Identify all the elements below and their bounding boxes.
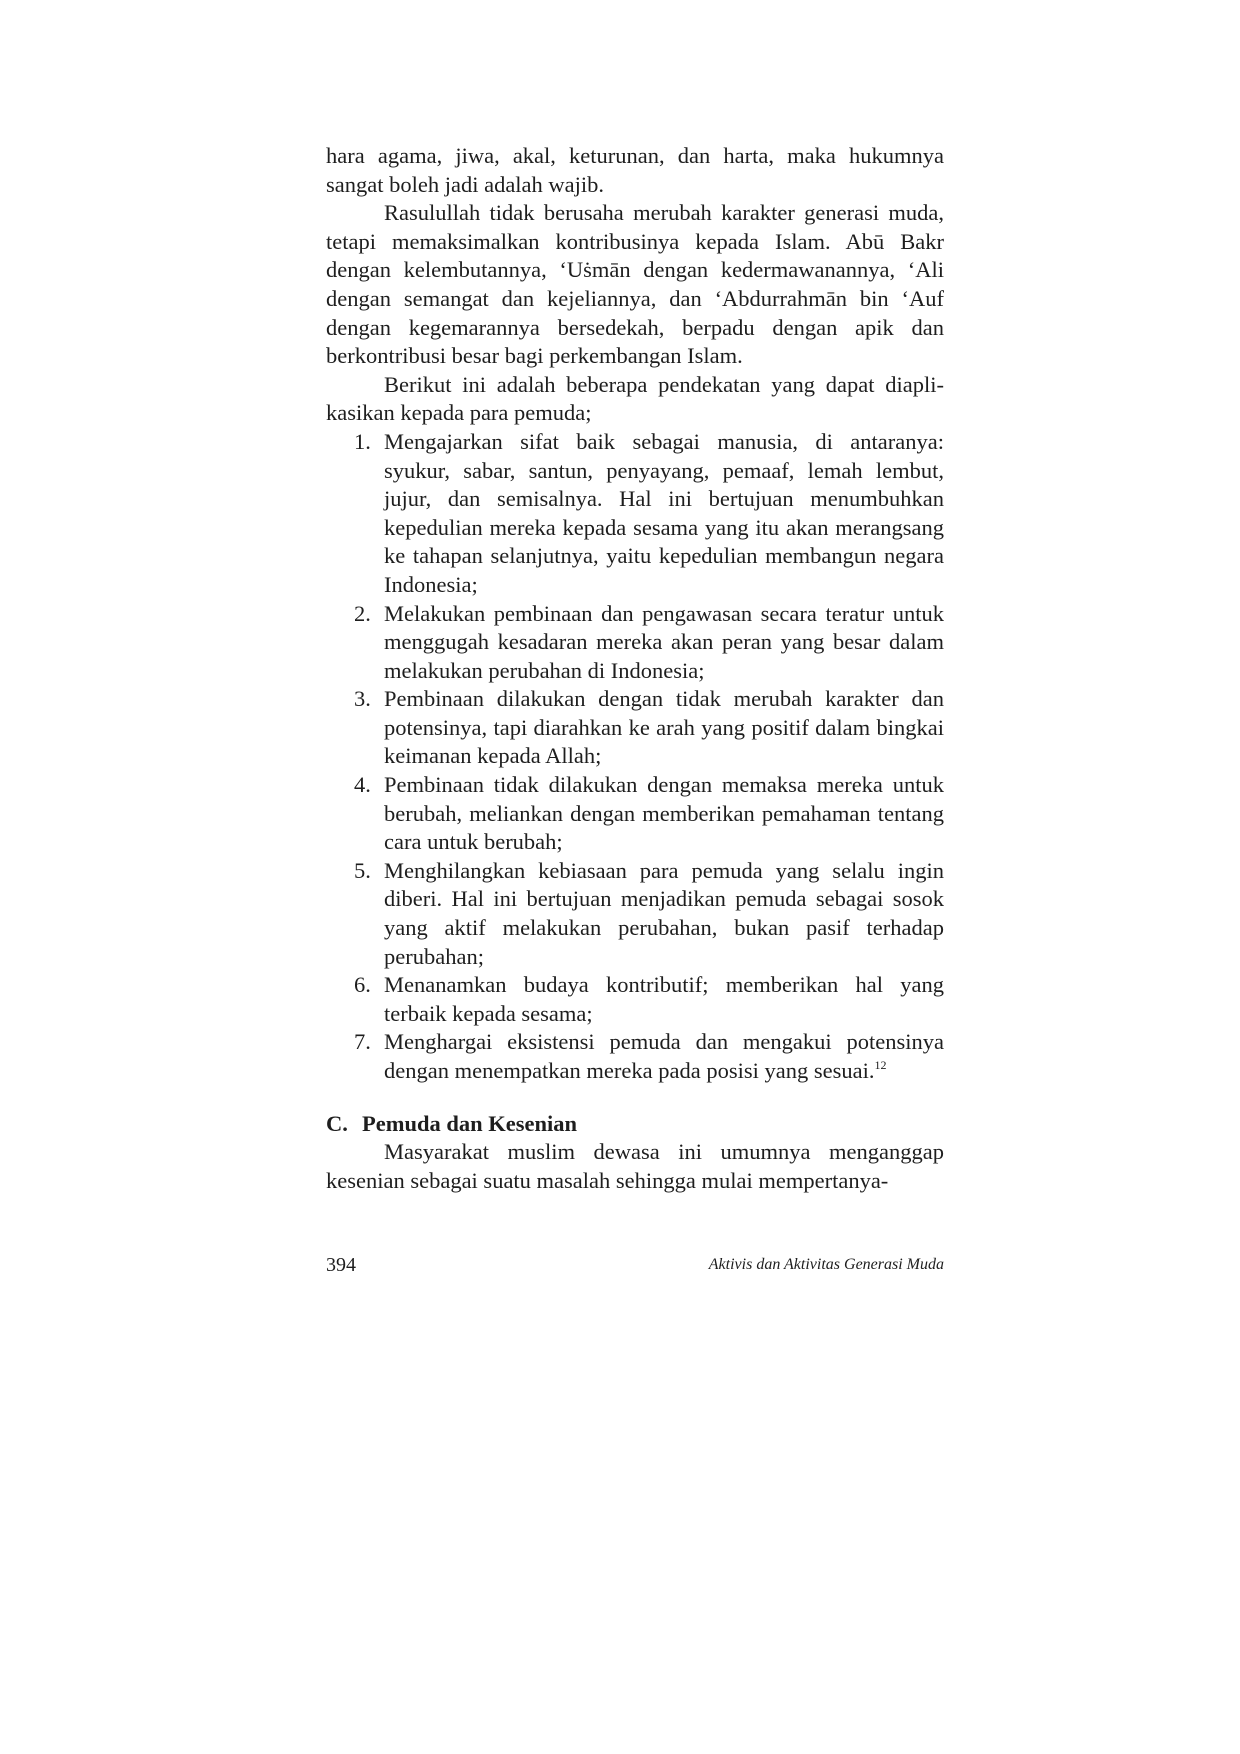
main-text <box>326 142 944 1195</box>
list-item-text: Pembinaan tidak dilakukan dengan memaksa mereka untuk berubah, meliankan dengan memberikan pemahaman tentang cara untuk berubah; <box>384 772 944 855</box>
list-number: 4. <box>354 772 371 798</box>
running-title: Aktivis dan Aktivitas Generasi Muda <box>708 1256 944 1273</box>
list-item-text: Pembinaan dilakukan dengan tidak merubah karakter dan potensinya, tapi diarahkan ke arah yang positif dalam bingkai keimanan kepada Allah; <box>384 686 944 769</box>
footnote-marker[interactable]: 12 <box>874 1058 887 1072</box>
section-heading <box>326 1110 944 1139</box>
section-letter: C. <box>326 1110 348 1136</box>
section-title: Pemuda dan Kesenian <box>362 1110 578 1136</box>
list-number: 3. <box>354 686 371 712</box>
paragraph-approaches-intro: Berikut ini adalah beberapa pendekatan yang dapat diaplikasikan kepada para pemuda; <box>326 371 944 426</box>
list-item-text: Menanamkan budaya kontributif; memberikan hal yang terbaik kepada sesama; <box>384 972 944 1026</box>
list-item-text: Melakukan pembinaan dan pengawasan secara teratur untuk menggugah kesadaran mereka akan peran yang besar dalam melakukan perubahan di Indonesia; <box>384 600 944 683</box>
paragraph-rasulullah: Rasulullah tidak berusaha merubah karakter generasi muda, tetapi memaksimalkan kontribusinya kepada Islam. Abū Bakr dengan kelembutannya, ‘Uṡmān dengan kedermawanannya, ‘Ali dengan semangat dan kejeliannya, dan ‘Abdurrahmān bin ‘Auf dengan kegemarannya bersedekah, berpadu dengan apik dan berkontribusi besar bagi perkembangan Islam. <box>326 200 944 369</box>
list-item-text: Menghilangkan kebiasaan para pemuda yang selalu ingin diberi. Hal ini bertujuan menjadikan pemuda sebagai sosok yang aktif melakukan perubahan, bukan pasif terhadap perubahan; <box>384 857 944 969</box>
paragraph-kesenian: Masyarakat muslim dewasa ini umumnya menganggap kesenian sebagai suatu masalah sehingga mulai mempertanya- <box>326 1139 944 1193</box>
list-number: 2. <box>354 600 371 626</box>
list-item <box>326 685 944 771</box>
paragraph-continuation: hara agama, jiwa, akal, keturunan, dan harta, maka hukumnya sangat boleh jadi adalah wajib. <box>326 143 944 197</box>
list-item-text: Menghargai eksistensi pemuda dan mengakui potensinya dengan menempatkan mereka pada posisi yang sesuai. <box>384 1029 944 1083</box>
page-number: 394 <box>326 1254 356 1276</box>
list-item <box>326 1028 944 1085</box>
list-number: 6. <box>354 972 371 998</box>
list-item <box>326 857 944 971</box>
list-item <box>326 428 944 600</box>
list-item-text: Mengajarkan sifat baik sebagai manusia, di antaranya: syukur, sabar, santun, penyayang, pemaaf, lemah lembut, jujur, dan semisalnya. Hal ini bertujuan menumbuhkan kepedulian mereka kepada sesama yang itu akan merangsang ke tahapan selanjutnya, yaitu kepedulian membangun negara Indonesia; <box>384 428 944 597</box>
list-number: 7. <box>354 1029 371 1055</box>
list-item <box>326 600 944 686</box>
list-number: 5. <box>354 857 371 883</box>
list-item <box>326 771 944 857</box>
approaches-list <box>326 428 944 1086</box>
list-number: 1. <box>354 428 371 454</box>
list-item <box>326 971 944 1028</box>
page-footer <box>326 1254 944 1284</box>
